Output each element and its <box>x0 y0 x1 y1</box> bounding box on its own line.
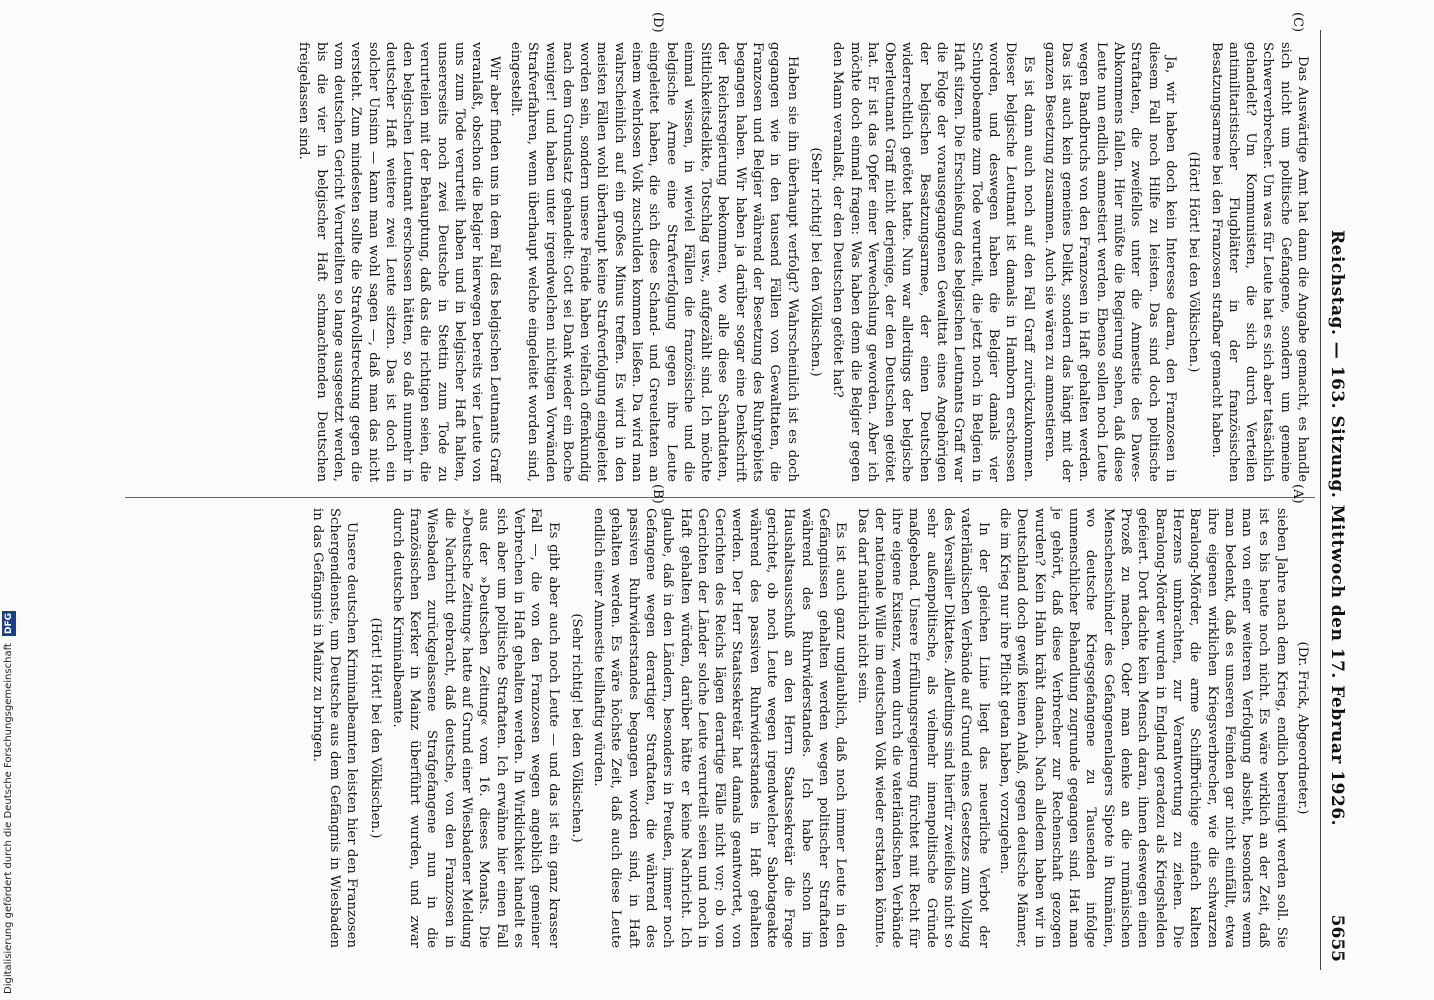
margin-marker-b: (B) <box>650 484 665 504</box>
paragraph: Unsere deutschen Kriminalbeamten leisten hier den Franzosen Schergendienste, um Deutsche aus dem Gefängnis in Wiesbaden in das Gefängnis in Mainz zu bringen. <box>309 508 360 948</box>
margin-marker-c: (C) <box>1290 12 1305 33</box>
margin-marker-a: (A) <box>1290 484 1305 504</box>
interjection: (Hört! Hört! bei den Völkischen.) <box>367 617 383 839</box>
paragraph: Es gibt aber auch noch Leute — und das ist ein ganz krasser Fall —, die von den Franzosen wegen angeblich gemeiner Verbrechen in Haft gehalten werden. In Wirklichkeit handelt es sich aber um politische Straftaten. Ich erwähne hier einen Fall aus der »Deutschen Zeitung« vom 16. dieses Monats. Die »Deutsche Zeitung« hatte auf Grund einer Wiesbadener Meldung die Nachricht gebracht, daß deutsche, von den Franzosen in Wiesbaden zurückgelassene Strafgefangene nun in die französischen Kerker in Mainz überführt wurden, und zwar durch deutsche Kriminalbeamte. <box>389 508 561 948</box>
right-column <box>291 42 1311 482</box>
interjection: (Sehr richtig! bei den Völkischen.) <box>807 147 823 377</box>
column-divider <box>125 497 1315 498</box>
digitization-footer <box>2 4 16 994</box>
paragraph: In der gleichen Linie liegt das neuerliche Verbot der vaterländischen Verbände auf Grund eines Gesetzes zum Vollzug des Versailler Diktates. Allerdings sind hierfür zweifellos nicht so sehr außenpolitische, als vielmehr innenpolitische Gründe maßgebend. Unsere Erfüllungsregierung fürchtet mit Recht für ihre eigene Existenz, wenn durch die vaterländischen Verbände der nationale Wille im deutschen Volk wieder erstarken könnte. Das darf natürlich nicht sein. <box>854 508 991 948</box>
footer-text: Digitalisierung gefördert durch die Deutsche Forschungsgemeinschaft <box>3 643 14 994</box>
left-column <box>304 508 1311 948</box>
interjection: (Sehr richtig! bei den Völkischen.) <box>568 613 584 843</box>
paragraph: sieben Jahre nach dem Krieg, endlich bereinigt werden soll. Sie ist es bis heute noch nicht. Es wäre wirklich an der Zeit, daß man von einer weiteren Verfolgung absieht, besonders wenn man bedenkt, daß es unseren Feinden gar nicht einfällt, etwa ihre eigenen wirklichen Kriegsverbrecher, wie die schwarzen Baralong-Mörder, die arme Schiffbrüchige einfach kalten Herzens umbrachten, zur Verantwortung zu ziehen. Die Baralong-Mörder wurden in England geradezu als Kriegshelden gefeiert. Dort dachte kein Mensch daran, ihnen deswegen einen Prozeß zu machen. Oder man denke an die rumänischen Menschenschinder des Gefangenenlagers Sipote in Rumänien, wo deutsche Kriegsgefangene zu Tausenden infolge unmenschlicher Behandlung zugrunde gegangen sind. Hat man je gehört, daß diese Verbrecher zur Rechenschaft gezogen wurden? Kein Hahn kräht danach. Nach alledem haben wir in Deutschland doch gewiß keinen Anlaß, gegen deutsche Männer, die im Krieg nur ihre Pflicht getan haben, vorzugehen. <box>996 508 1289 948</box>
newspaper-sheet <box>115 12 1355 970</box>
interjection: (Hört! Hört! bei den Völkischen.) <box>1186 151 1202 373</box>
dfg-logo-icon: DFG <box>4 612 14 634</box>
paragraph: Es ist auch ganz unglaublich, daß noch immer Leute in den Gefängnissen gehalten werden wegen politischer Straftaten während des Ruhrwiderstandes. Ich habe schon im Haushaltsausschuß an den Herrn Staatssekretär die Frage gerichtet, ob noch Leute wegen irgendwelcher Sabotageakte während des passiven Ruhrwiderstandes in Haft gehalten werden. Der Herr Staatssekretär hat damals geantwortet, von Gerichten des Reichs lägen derartige Fälle nicht vor; ob von Gerichten der Länder solche Leute verurteilt seien und noch in Haft gehalten würden, darüber hätte er keine Nachricht. Ich glaube, daß in den Ländern, besonders in Preußen, immer noch Gefangene wegen derartiger Straftaten, die während des passiven Ruhrwiderstandes begangen worden sind, in Haft gehalten werden. Es wäre höchste Zeit, daß auch diese Leute endlich einer Amnestie teilhaftig würden. <box>591 508 849 948</box>
page-number: 5655 <box>1327 914 1347 962</box>
page-header <box>1320 30 1355 970</box>
paragraph: Das Auswärtige Amt hat dann die Angabe gemacht, es handle sich nicht um politische Gefangene, sondern um gemeine Schwerverbrecher. Um was für Leute hat es sich aber tatsächlich gehandelt? Um Kommunisten, die sich durch Verteilen antimilitaristischer Flugblätter in der französischen Besatzungsarmee bei den Franzosen strafbar gemacht haben. <box>1208 42 1310 482</box>
page-title: Reichstag. — 163. Sitzung. Mittwoch den 17. Februar 1926. <box>1327 230 1347 827</box>
margin-marker-d: (D) <box>650 12 665 33</box>
paragraph: Ja, wir haben doch kein Interesse daran, den Franzosen in diesem Fall noch Hilfe zu leisten. Das sind doch politische Straftaten, die zweifellos unter die Amnestie des Dawes-Abkommens fallen. Hier müßte die Regierung sehen, daß diese Leute nun endlich amnestiert werden. Ebenso sollen noch Leute wegen Bandbruchs von den Franzosen in Haft gehalten werden. Das ist auch kein gemeines Delikt, sondern das hängt mit der ganzen Besetzung zusammen. Auch sie wären zu amnestieren. <box>1041 42 1178 482</box>
speaker-line: (Dr. Frick, Abgeordneter.) <box>1295 641 1310 815</box>
paragraph: Es ist dann auch noch auf den Fall Graff zurückzukommen. Dieser belgische Leutnant ist damals in Hamborn erschossen worden, und deswegen haben die Belgier damals vier Schupobeamte zum Tode verurteilt, die jetzt noch in Belgien in Haft sitzen. Die Erschießung des belgischen Leutnants Graff war die Folge der vorausgegangenen Gewalttat eines Angehörigen der belgischen Besatzungsarmee, der einen Deutschen widerrechtlich getötet hatte. Nun war allerdings der belgische Oberleutnant Graff nicht derjenige, der den Deutschen getötet hat. Er ist das Opfer einer Verwechslung geworden. Aber ich möchte doch einmal fragen: Was haben denn die Belgier gegen den Mann veranlaßt, der den Deutschen getötet hat? <box>830 42 1036 482</box>
paragraph: Haben sie ihn überhaupt verfolgt? Wahrscheinlich ist es doch gegangen wie in den tausend Fällen von Gewalttaten, die Franzosen und Belgier während der Besetzung des Ruhrgebiets begangen haben. Wir haben ja darüber sogar eine Denkschrift der Reichsregierung bekommen, wo alle diese Schandtaten, Sittlichkeitsdelikte, Totschlag usw., aufgezählt sind. Ich möchte einmal wissen, in wieviel Fällen die französische und die belgische Armee eine Strafverfolgung gegen ihre Leute eingeleitet haben, die sich diese Schand- und Greueltaten an einem wehrlosen Volk zuschulden kommen ließen. Da wird man wahrscheinlich auf ein großes Minus treffen. Es wird in den meisten Fällen wohl überhaupt keine Strafverfolgung eingeleitet worden sein, sondern unsere Feinde haben vielfach offenkundig nach dem Grundsatz gehandelt: Gott sei Dank wieder ein Boche weniger! und haben unter irgendwelchen nichtigen Vorwänden Strafverfahren, wenn überhaupt welche eingeleitet worden sind, eingestellt. <box>507 42 800 482</box>
paragraph: Wir aber finden uns in dem Fall des belgischen Leutnants Graff veranlaßt, obschon die Belgier hierwegen bereits vier Leute von uns zum Tode verurteilt haben und in belgischer Haft halten, unsererseits noch zwei Deutsche in Stettin zum Tode zu verurteilen mit der Behauptung, daß das die richtigen seien, die den belgischen Leutnant erschossen hätten, so daß nunmehr in deutscher Haft weitere zwei Leute sitzen. Das ist doch ein solcher Unsinn — kann man wohl sagen —, daß man das nicht versteht. Zum mindesten sollte die Strafvollstreckung gegen die vom deutschen Gericht Verurteilten so lange ausgesetzt werden, bis die vier in belgischer Haft schmachtenden Deutschen freigelassen sind. <box>296 42 502 482</box>
